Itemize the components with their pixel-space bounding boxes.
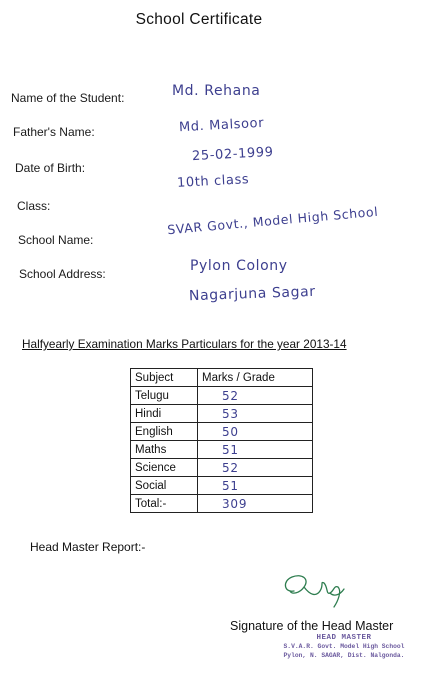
subject-cell: Social: [131, 477, 198, 495]
class-label: Class:: [17, 199, 51, 213]
table-row: [131, 477, 313, 495]
dob-value: 25-02-1999: [191, 144, 274, 165]
table-header-row: [131, 369, 313, 387]
subject-cell: English: [131, 423, 198, 441]
marks-cell: 52: [198, 387, 313, 405]
table-row-total: [131, 495, 313, 513]
student-name-label: Name of the Student:: [11, 91, 125, 105]
subject-cell: Hindi: [131, 405, 198, 423]
school-address-label: School Address:: [19, 267, 106, 281]
table-row: [131, 387, 313, 405]
marks-cell: 50: [198, 423, 313, 441]
marks-table: [130, 368, 313, 513]
stamp-title: HEAD MASTER: [316, 634, 372, 642]
marks-header: Marks / Grade: [198, 369, 313, 387]
marks-cell: 51: [198, 477, 313, 495]
head-master-stamp: [268, 634, 420, 660]
stamp-school: S.V.A.R. Govt. Model High School: [283, 642, 405, 650]
school-address-line2: Nagarjuna Sagar: [188, 283, 316, 305]
table-row: [131, 441, 313, 459]
school-address-line1: Pylon Colony: [190, 258, 288, 274]
handwritten-signature: [280, 571, 350, 611]
stamp-address: Pylon, N. SAGAR, Dist. Nalgonda.: [283, 651, 405, 659]
total-value-cell: 309: [198, 495, 313, 513]
subject-cell: Science: [131, 459, 198, 477]
table-row: [131, 459, 313, 477]
father-name-label: Father's Name:: [13, 125, 95, 139]
exam-heading: Halfyearly Examination Marks Particulars for the year 2013-14: [22, 337, 347, 351]
table-row: [131, 423, 313, 441]
marks-cell: 53: [198, 405, 313, 423]
school-name-label: School Name:: [18, 233, 94, 247]
subject-cell: Telugu: [131, 387, 198, 405]
total-label-cell: Total:-: [131, 495, 198, 513]
father-name-value: Md. Malsoor: [178, 115, 265, 136]
signature-label: Signature of the Head Master: [230, 619, 394, 633]
subject-cell: Maths: [131, 441, 198, 459]
school-name-value: SVAR Govt., Model High School: [166, 203, 379, 238]
marks-cell: 51: [198, 441, 313, 459]
certificate-title: School Certificate: [135, 11, 263, 28]
student-name-value: Md. Rehana: [172, 83, 261, 99]
subject-header: Subject: [131, 369, 198, 387]
class-value: 10th class: [176, 172, 250, 191]
table-row: [131, 405, 313, 423]
dob-label: Date of Birth:: [15, 161, 86, 175]
marks-cell: 52: [198, 459, 313, 477]
head-master-report-label: Head Master Report:-: [30, 540, 146, 554]
